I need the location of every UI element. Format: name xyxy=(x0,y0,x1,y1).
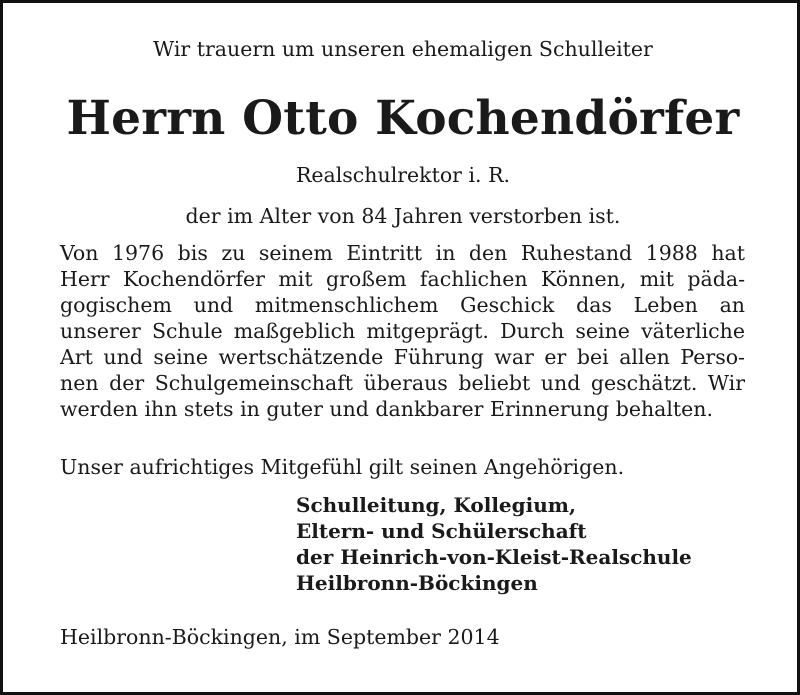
paragraph-line: Art und seine wertschätzende Führung war er bei allen Perso- xyxy=(60,345,745,369)
paragraph-line: gogischem und mitmenschlichem Geschick das Leben an xyxy=(60,293,745,317)
signature-line: Schulleitung, Kollegium, xyxy=(296,493,576,517)
signature-block xyxy=(296,492,692,596)
age-line: der im Alter von 84 Jahren verstorben ist. xyxy=(185,204,621,228)
paragraph-line: werden ihn stets in guter und dankbarer Erinnerung behalten. xyxy=(60,397,714,421)
deceased-title: Realschulrektor i. R. xyxy=(295,163,511,187)
paragraph-line: unserer Schule maßgeblich mitgeprägt. Durch seine väterliche xyxy=(60,319,745,343)
signature-line: Eltern- und Schülerschaft xyxy=(296,519,587,543)
signature-line: der Heinrich-von-Kleist-Realschule xyxy=(296,545,692,569)
deceased-name: Herrn Otto Kochendörfer xyxy=(66,91,740,146)
intro-line: Wir trauern um unseren ehemaligen Schulleiter xyxy=(153,37,653,61)
place-date-line: Heilbronn-Böckingen, im September 2014 xyxy=(60,625,500,649)
condolence-line: Unser aufrichtiges Mitgefühl gilt seinen Angehörigen. xyxy=(60,455,625,479)
paragraph-line: nen der Schulgemeinschaft überaus beliebt und geschätzt. Wir xyxy=(60,371,745,395)
paragraph-line: Von 1976 bis zu seinem Eintritt in den Ruhestand 1988 hat xyxy=(60,241,745,265)
signature-line: Heilbronn-Böckingen xyxy=(296,571,538,595)
tribute-paragraph xyxy=(60,240,745,422)
paragraph-line: Herr Kochendörfer mit großem fachlichen Können, mit päda- xyxy=(60,267,745,291)
